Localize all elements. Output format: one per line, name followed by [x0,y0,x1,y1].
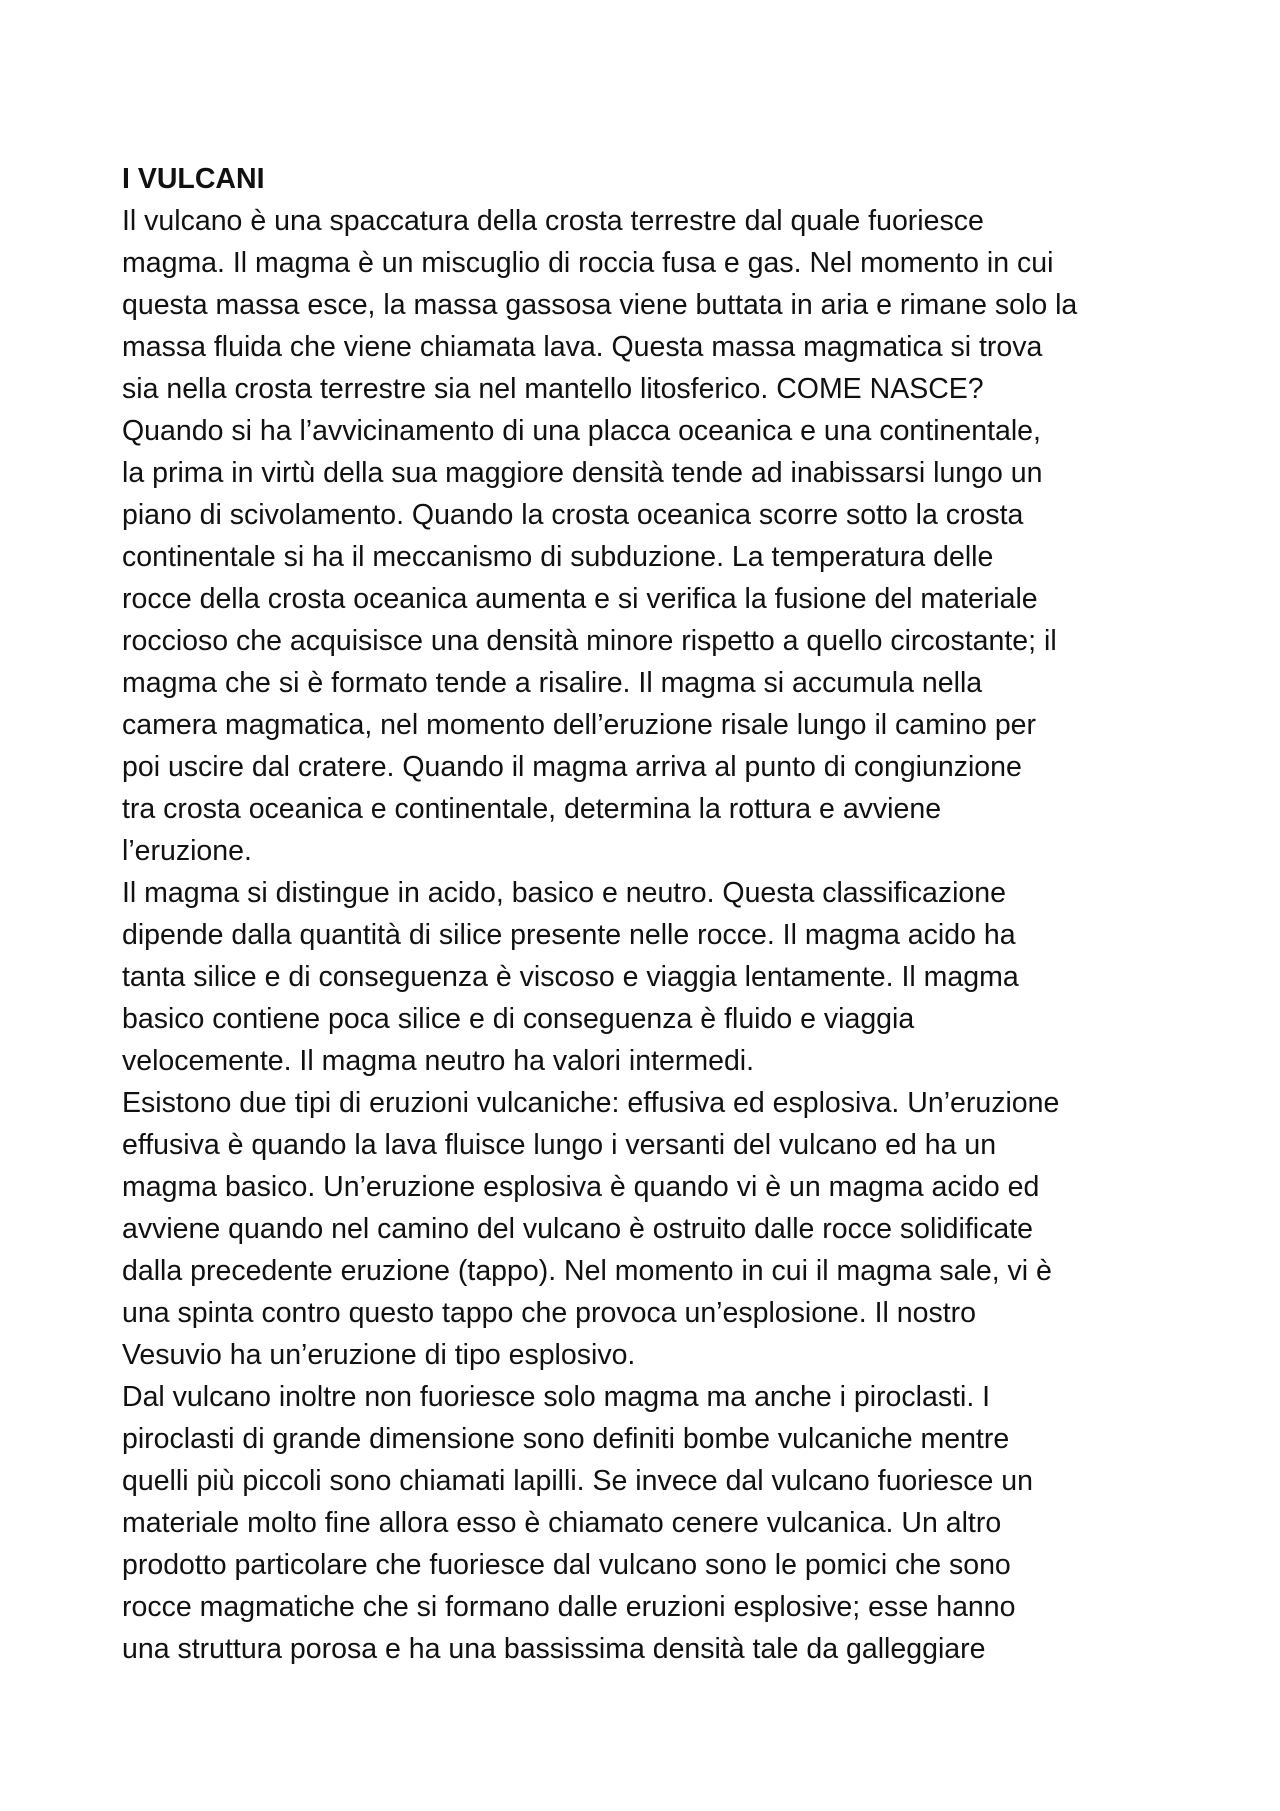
text-line: questa massa esce, la massa gassosa viene buttata in aria e rimane solo la [122,289,1078,321]
text-line: dipende dalla quantità di silice presente nelle rocce. Il magma acido ha [122,919,1016,951]
text-line: piano di scivolamento. Quando la crosta oceanica scorre sotto la crosta [122,499,1024,531]
text-line: tanta silice e di conseguenza è viscoso e viaggia lentamente. Il magma [122,961,1019,993]
text-line: Esistono due tipi di eruzioni vulcaniche: effusiva ed esplosiva. Un’eruzione [122,1087,1060,1119]
text-line: Il magma si distingue in acido, basico e neutro. Questa classificazione [122,877,1006,909]
document-body [122,158,1182,1670]
text-line: una struttura porosa e ha una bassissima densità tale da galleggiare [122,1633,986,1665]
text-line: Quando si ha l’avvicinamento di una placca oceanica e una continentale, [122,415,1041,447]
text-line: Il vulcano è una spaccatura della crosta terrestre dal quale fuoriesce [122,205,984,237]
text-line: l’eruzione. [122,835,252,867]
text-line: Vesuvio ha un’eruzione di tipo esplosivo. [122,1339,636,1371]
text-line: quelli più piccoli sono chiamati lapilli. Se invece dal vulcano fuoriesce un [122,1465,1033,1497]
text-line: la prima in virtù della sua maggiore densità tende ad inabissarsi lungo un [122,457,1043,489]
text-line: roccioso che acquisisce una densità minore rispetto a quello circostante; il [122,625,1057,657]
text-line: materiale molto fine allora esso è chiamato cenere vulcanica. Un altro [122,1507,1002,1539]
text-line: poi uscire dal cratere. Quando il magma arriva al punto di congiunzione [122,751,1022,783]
text-line: piroclasti di grande dimensione sono definiti bombe vulcaniche mentre [122,1423,1010,1455]
document-title: I VULCANI [122,163,265,195]
text-line: rocce magmatiche che si formano dalle eruzioni esplosive; esse hanno [122,1591,1016,1623]
document-text [122,200,1182,1670]
text-line: continentale si ha il meccanismo di subduzione. La temperatura delle [122,541,994,573]
text-line: velocemente. Il magma neutro ha valori intermedi. [122,1045,755,1077]
text-line: una spinta contro questo tappo che provoca un’esplosione. Il nostro [122,1297,976,1329]
text-line: massa fluida che viene chiamata lava. Questa massa magmatica si trova [122,331,1043,363]
text-line: tra crosta oceanica e continentale, determina la rottura e avviene [122,793,942,825]
text-line: dalla precedente eruzione (tappo). Nel momento in cui il magma sale, vi è [122,1255,1052,1287]
text-line: magma. Il magma è un miscuglio di roccia fusa e gas. Nel momento in cui [122,247,1054,279]
text-line: basico contiene poca silice e di conseguenza è fluido e viaggia [122,1003,915,1035]
text-line: prodotto particolare che fuoriesce dal vulcano sono le pomici che sono [122,1549,1011,1581]
text-line: sia nella crosta terrestre sia nel mantello litosferico. COME NASCE? [122,373,984,405]
text-line: effusiva è quando la lava fluisce lungo i versanti del vulcano ed ha un [122,1129,997,1161]
text-line: magma che si è formato tende a risalire. Il magma si accumula nella [122,667,983,699]
text-line: avviene quando nel camino del vulcano è ostruito dalle rocce solidificate [122,1213,1033,1245]
text-line: rocce della crosta oceanica aumenta e si verifica la fusione del materiale [122,583,1038,615]
text-line: Dal vulcano inoltre non fuoriesce solo magma ma anche i piroclasti. I [122,1381,991,1413]
text-line: camera magmatica, nel momento dell’eruzione risale lungo il camino per [122,709,1037,741]
text-line: magma basico. Un’eruzione esplosiva è quando vi è un magma acido ed [122,1171,1040,1203]
